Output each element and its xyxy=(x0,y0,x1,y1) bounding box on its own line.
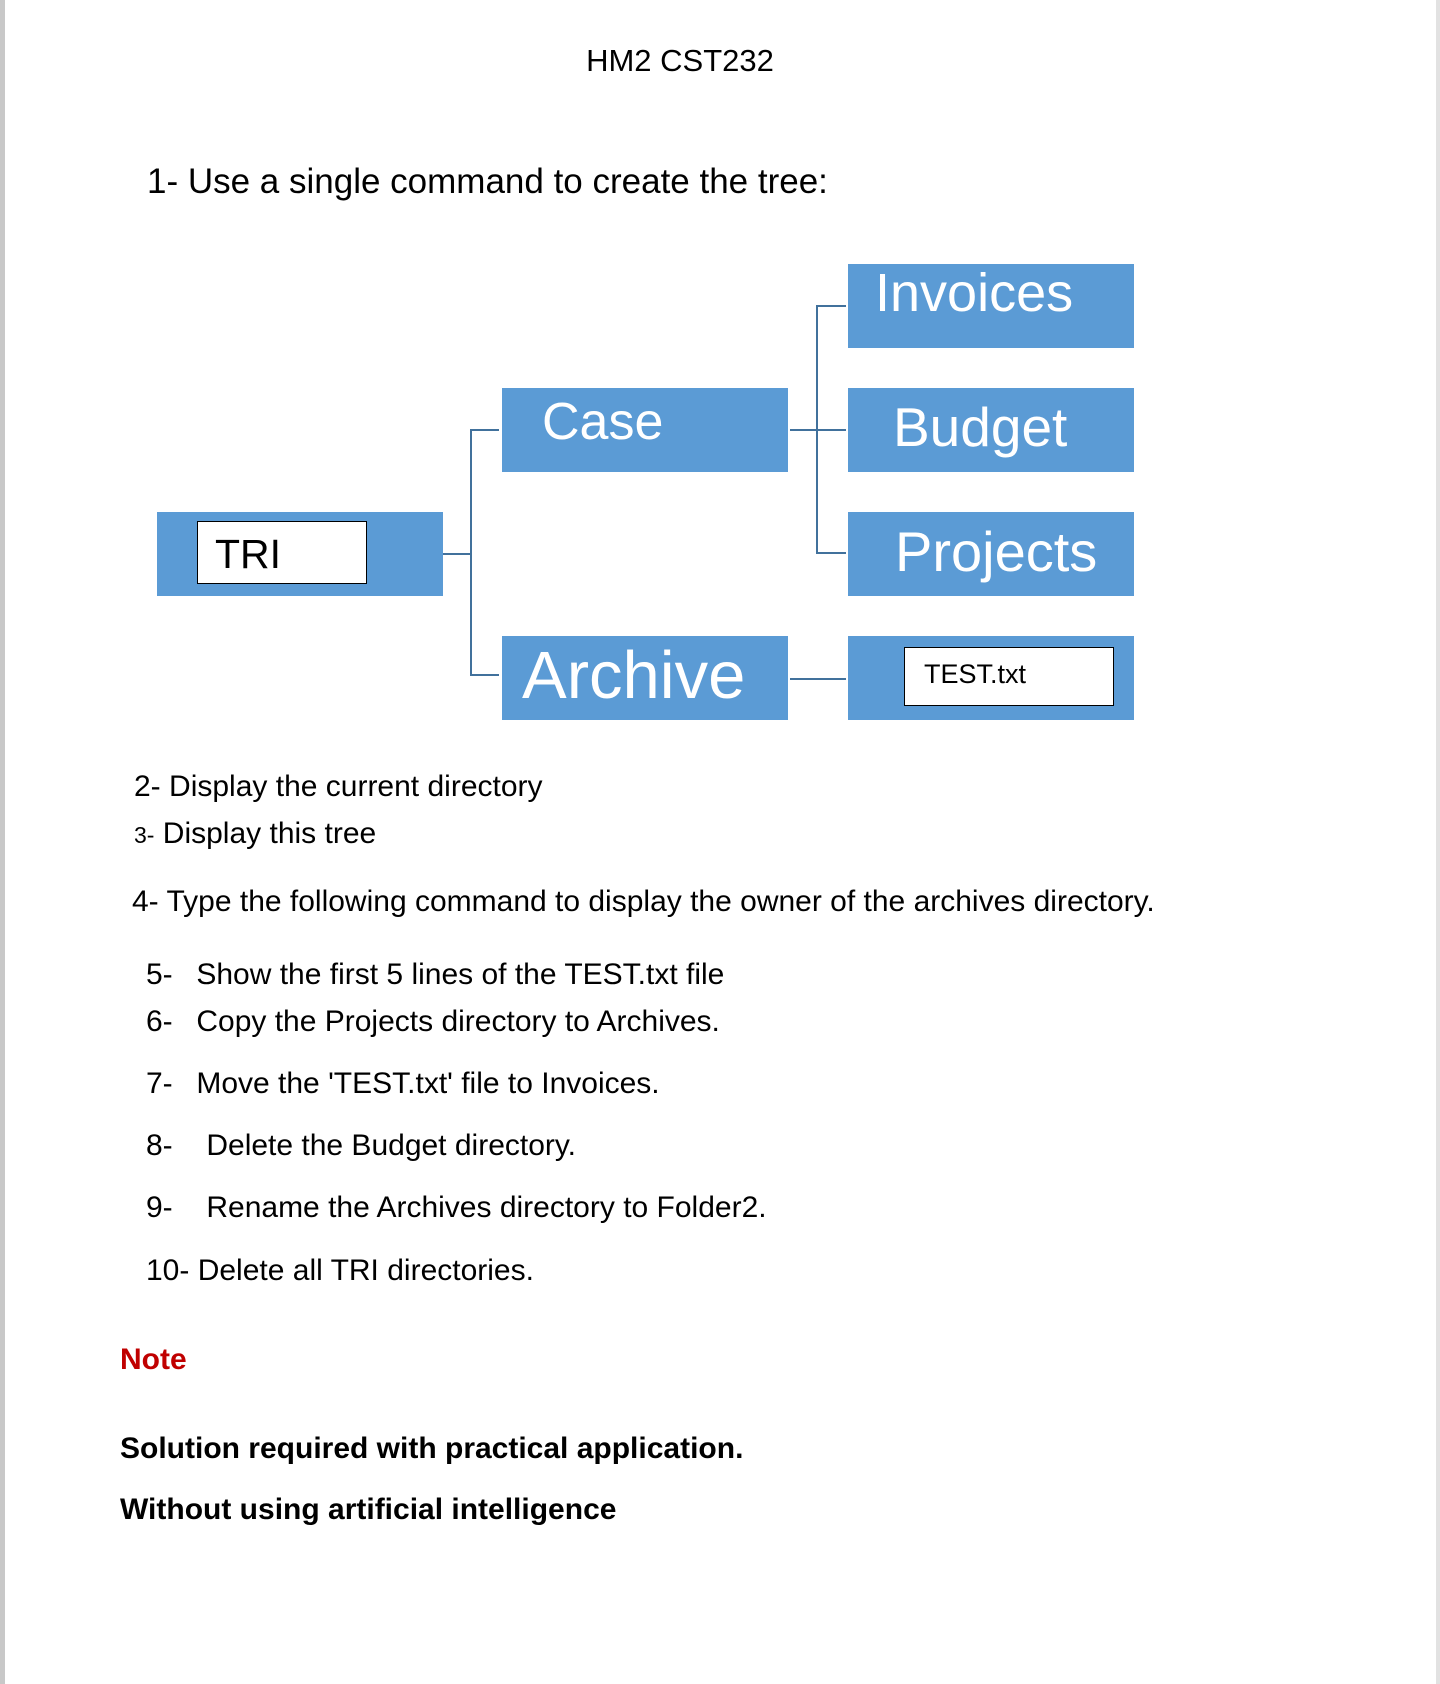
node-archive xyxy=(502,636,788,720)
question-text: Type the following command to display the owner of the archives directory. xyxy=(166,885,1155,918)
connector-to-test-file xyxy=(790,678,846,680)
node-invoices-label: Invoices xyxy=(875,263,1074,323)
node-test-file-label: TEST.txt xyxy=(924,659,1027,689)
question-text: Show the first 5 lines of the TEST.txt file xyxy=(196,958,725,991)
connector-case xyxy=(790,429,818,431)
question-6 xyxy=(146,1004,720,1040)
connector-root xyxy=(442,553,472,555)
question-number: 9- xyxy=(146,1191,173,1224)
connector-to-budget xyxy=(816,429,846,431)
tri-text-box xyxy=(197,521,367,584)
question-1: 1- Use a single command to create the tree: xyxy=(147,162,828,201)
question-number: 2- xyxy=(134,770,161,803)
test-file-text-box xyxy=(904,647,1114,706)
node-tri-label: TRI xyxy=(215,531,282,577)
page-left-border xyxy=(0,0,5,1684)
note-ai-line: Without using artificial intelligence xyxy=(120,1493,617,1526)
question-number: 3- xyxy=(134,822,155,848)
question-9 xyxy=(146,1190,767,1226)
question-text: Delete all TRI directories. xyxy=(197,1254,534,1287)
question-10 xyxy=(146,1253,534,1289)
question-number: 5- xyxy=(146,958,173,991)
node-case xyxy=(502,388,788,472)
question-2 xyxy=(134,769,543,805)
note-label: Note xyxy=(120,1343,187,1376)
note-solution-line: Solution required with practical application. xyxy=(120,1432,744,1465)
question-text: Rename the Archives directory to Folder2. xyxy=(206,1191,767,1224)
question-number: 10- xyxy=(146,1254,190,1287)
node-invoices xyxy=(848,264,1134,348)
question-number: 7- xyxy=(146,1067,173,1100)
question-text: Delete the Budget directory. xyxy=(206,1129,576,1162)
question-5 xyxy=(146,957,724,993)
question-text: Copy the Projects directory to Archives. xyxy=(196,1005,720,1038)
node-budget-label: Budget xyxy=(893,396,1068,458)
question-4 xyxy=(132,884,1155,920)
connector-root-vertical xyxy=(470,429,472,676)
node-archive-label: Archive xyxy=(522,638,746,713)
document-title: HM2 CST232 xyxy=(586,43,774,78)
question-8 xyxy=(146,1128,576,1164)
node-case-label: Case xyxy=(542,393,664,451)
question-text: Move the 'TEST.txt' file to Invoices. xyxy=(196,1067,660,1100)
question-7 xyxy=(146,1066,660,1102)
node-projects xyxy=(848,512,1134,596)
question-number: 6- xyxy=(146,1005,173,1038)
page-right-border xyxy=(1436,0,1440,1684)
connector-to-invoices xyxy=(816,305,846,307)
connector-to-case xyxy=(470,429,499,431)
question-text: Display the current directory xyxy=(169,770,543,803)
connector-to-projects xyxy=(816,552,846,554)
question-number: 4- xyxy=(132,885,159,918)
question-number: 8- xyxy=(146,1129,173,1162)
node-tri xyxy=(157,512,443,596)
question-text: Display this tree xyxy=(162,817,377,850)
node-budget xyxy=(848,388,1134,472)
connector-to-archive xyxy=(470,674,499,676)
node-projects-label: Projects xyxy=(895,520,1098,583)
node-test-file xyxy=(848,636,1134,720)
question-3 xyxy=(134,816,376,853)
